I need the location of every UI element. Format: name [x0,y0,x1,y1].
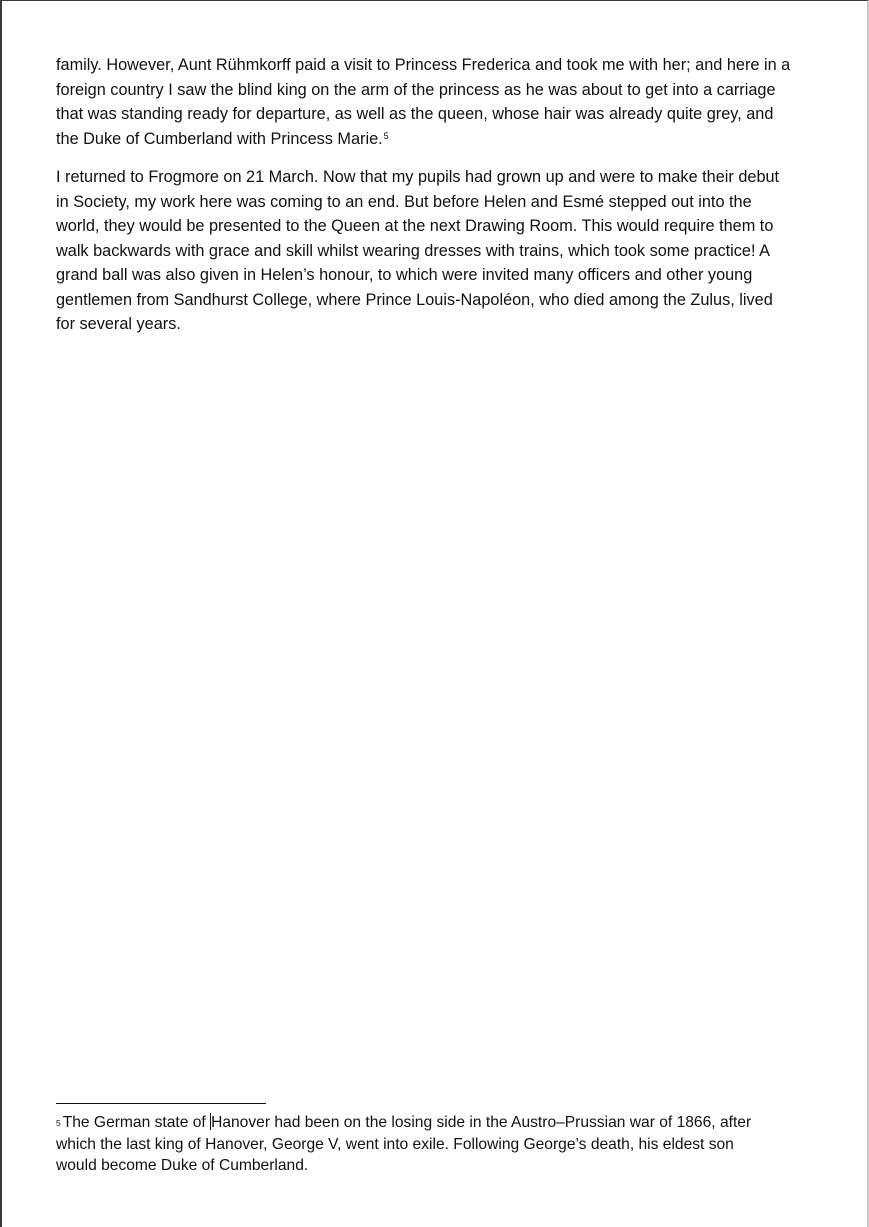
footnote-reference[interactable]: 5 [383,130,389,141]
text-line: gentlemen from Sandhurst College, where Prince Louis-Napoléon, who died among the Zulus, lived [56,290,773,309]
footnote-line: which the last king of Hanover, George V, went into exile. Following George’s death, his eldest son [56,1135,734,1153]
text-line: in Society, my work here was coming to an end. But before Helen and Esmé stepped out into the [56,192,752,211]
footnote-text: Hanover had been on the losing side in the Austro–Prussian war of 1866, after [211,1114,752,1131]
text-line-content: the Duke of Cumberland with Princess Marie. [56,129,383,148]
text-line: grand ball was also given in Helen’s honour, to which were invited many officers and other young [56,266,753,284]
footnote-line: would become Duke of Cumberland. [56,1157,309,1174]
text-line: that was standing ready for departure, as well as the queen, whose hair was already quite grey, and [56,105,774,123]
footnote-separator [56,1103,266,1104]
text-line: family. However, Aunt Rühmkorff paid a visit to Princess Frederica and took me with her; and here in a [56,56,791,74]
footnote-text: The German state of [62,1114,211,1131]
text-line: I returned to Frogmore on 21 March. Now that my pupils had grown up and were to make their debut [56,168,780,186]
text-line: walk backwards with grace and skill whilst wearing dresses with trains, which took some practice! A [56,241,770,260]
body-text[interactable] [56,53,826,351]
text-line: for several years. [56,315,181,333]
paragraph-2[interactable] [56,165,826,337]
footnote-number: 5 [56,1118,61,1128]
footnote-line [56,1112,826,1134]
footnote[interactable] [56,1112,826,1177]
paragraph-1[interactable] [56,53,826,151]
text-line: world, they would be presented to the Queen at the next Drawing Room. This would require them to [56,217,774,235]
text-line [56,127,826,152]
text-line: foreign country I saw the blind king on the arm of the princess as he was about to get into a carriage [56,80,776,99]
